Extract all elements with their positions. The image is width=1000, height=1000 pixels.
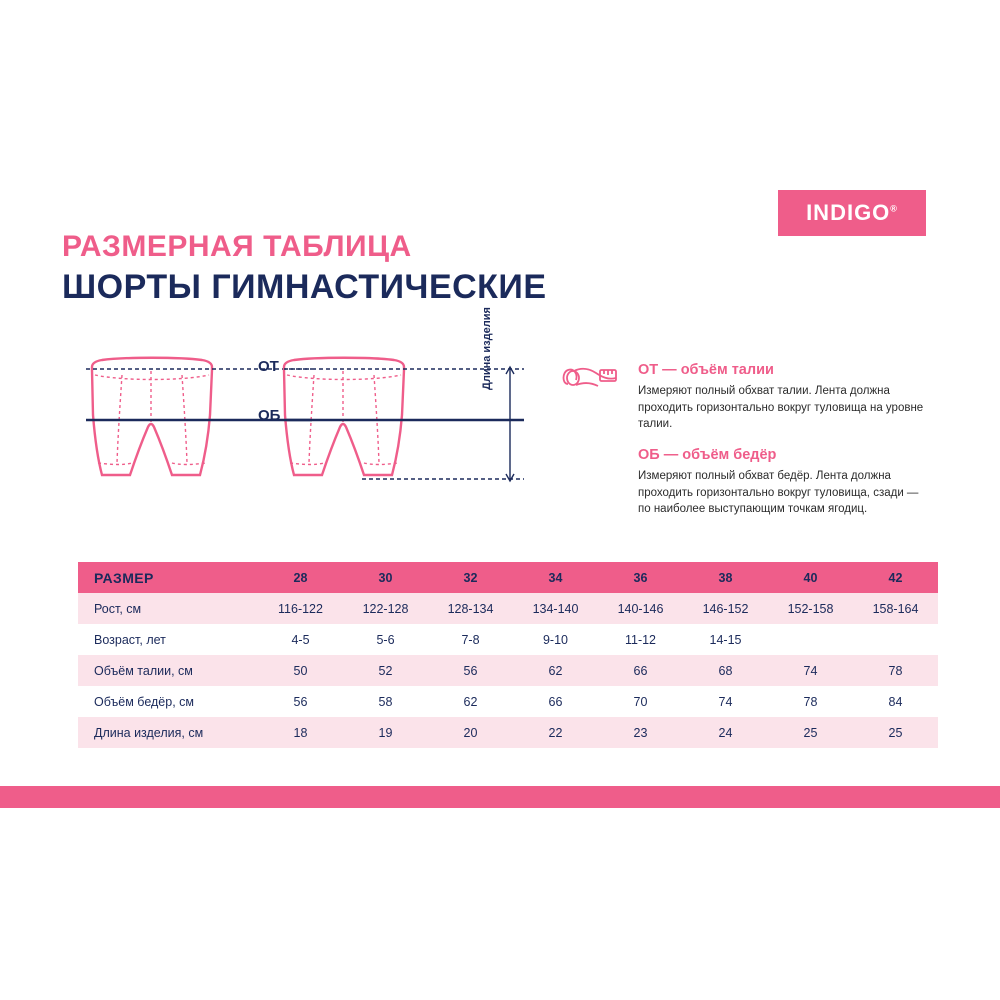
row-label-hips: Объём бедёр, см [78, 686, 258, 717]
cell: 14-15 [683, 624, 768, 655]
table-row [78, 624, 938, 655]
legend-item-waist [560, 362, 930, 433]
shorts-diagram-svg [62, 345, 532, 520]
col-header-40: 40 [768, 562, 853, 593]
cell: 62 [428, 686, 513, 717]
table-row [78, 593, 938, 624]
row-label-length: Длина изделия, см [78, 717, 258, 748]
size-table-head [78, 562, 938, 593]
cell: 9-10 [513, 624, 598, 655]
cell: 152-158 [768, 593, 853, 624]
cell: 56 [258, 686, 343, 717]
label-hips: ОБ [258, 407, 281, 424]
cell: 18 [258, 717, 343, 748]
cell: 68 [683, 655, 768, 686]
table-row [78, 717, 938, 748]
cell: 62 [513, 655, 598, 686]
cell: 19 [343, 717, 428, 748]
cell: 50 [258, 655, 343, 686]
cell: 66 [513, 686, 598, 717]
col-header-36: 36 [598, 562, 683, 593]
label-product-length: Длина изделия [481, 307, 493, 390]
cell: 78 [853, 655, 938, 686]
cell: 158-164 [853, 593, 938, 624]
legend-text-hips: Измеряют полный обхват бедёр. Лента должна проходить горизонтально вокруг туловища, сзади — по наиболее выступающим точкам ягодиц. [638, 470, 919, 516]
col-header-42: 42 [853, 562, 938, 593]
cell [768, 624, 853, 655]
measuring-tape-icon [560, 358, 622, 394]
cell: 146-152 [683, 593, 768, 624]
row-label-waist: Объём талии, см [78, 655, 258, 686]
cell: 56 [428, 655, 513, 686]
table-row [78, 686, 938, 717]
cell: 128-134 [428, 593, 513, 624]
cell: 134-140 [513, 593, 598, 624]
footer-accent-bar [0, 786, 1000, 808]
cell: 23 [598, 717, 683, 748]
cell: 5-6 [343, 624, 428, 655]
col-header-34: 34 [513, 562, 598, 593]
row-label-age: Возраст, лет [78, 624, 258, 655]
cell: 140-146 [598, 593, 683, 624]
brand-logo-text: INDIGO® [806, 200, 898, 225]
legend-text-waist: Измеряют полный обхват талии. Лента должна проходить горизонтально вокруг туловища на уровне талии. [638, 385, 924, 431]
cell: 78 [768, 686, 853, 717]
col-header-38: 38 [683, 562, 768, 593]
size-table-wrapper [78, 562, 938, 748]
cell: 22 [513, 717, 598, 748]
cell: 74 [683, 686, 768, 717]
cell: 4-5 [258, 624, 343, 655]
col-header-28: 28 [258, 562, 343, 593]
cell [853, 624, 938, 655]
row-label-height: Рост, см [78, 593, 258, 624]
brand-logo [778, 190, 926, 236]
cell: 11-12 [598, 624, 683, 655]
legend-item-hips [560, 447, 930, 518]
label-waist: ОТ [258, 358, 279, 375]
cell: 58 [343, 686, 428, 717]
cell: 25 [853, 717, 938, 748]
cell: 24 [683, 717, 768, 748]
cell: 20 [428, 717, 513, 748]
cell: 74 [768, 655, 853, 686]
size-table-body [78, 593, 938, 748]
table-row [78, 655, 938, 686]
cell: 66 [598, 655, 683, 686]
page-title-secondary: ШОРТЫ ГИМНАСТИЧЕСКИЕ [62, 268, 547, 306]
legend-title-hips: ОБ — объём бедёр [638, 447, 777, 464]
page-title-primary: РАЗМЕРНАЯ ТАБЛИЦА [62, 230, 412, 263]
col-header-30: 30 [343, 562, 428, 593]
col-header-32: 32 [428, 562, 513, 593]
cell: 122-128 [343, 593, 428, 624]
cell: 116-122 [258, 593, 343, 624]
shorts-illustration [62, 307, 532, 520]
measurement-legend [560, 362, 930, 532]
cell: 52 [343, 655, 428, 686]
table-header-row [78, 562, 938, 593]
cell: 70 [598, 686, 683, 717]
registered-mark: ® [890, 203, 898, 214]
cell: 7-8 [428, 624, 513, 655]
size-table [78, 562, 938, 748]
col-header-size: РАЗМЕР [78, 562, 258, 593]
cell: 84 [853, 686, 938, 717]
cell: 25 [768, 717, 853, 748]
legend-title-waist: ОТ — объём талии [638, 362, 774, 378]
